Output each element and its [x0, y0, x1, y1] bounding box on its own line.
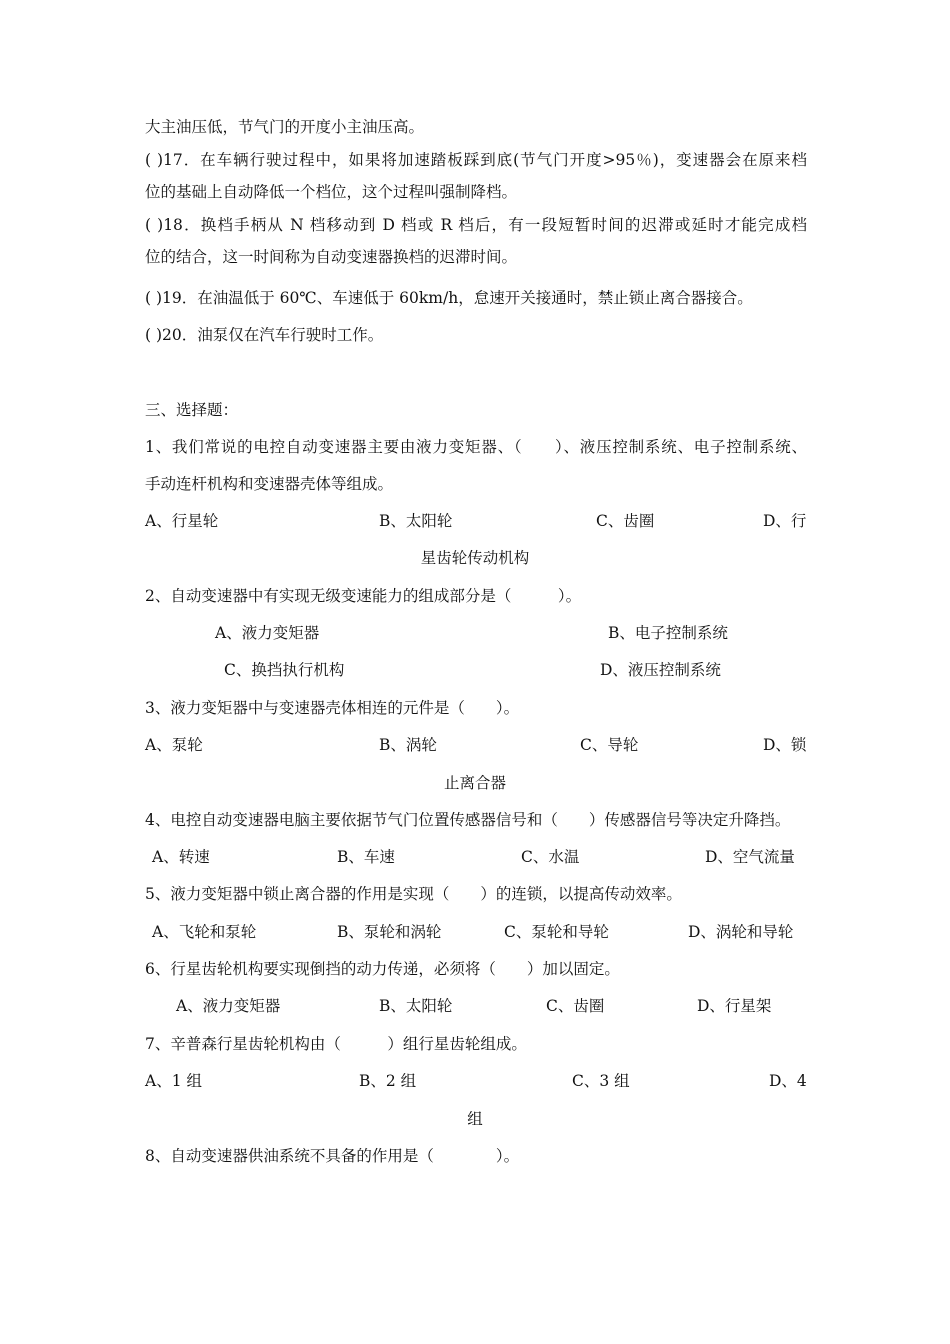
question-6-stem: 6、行星齿轮机构要实现倒挡的动力传递，必须将（ ）加以固定。	[145, 960, 620, 978]
question-1-stem-line-2: 手动连杆机构和变速器壳体等组成。	[145, 475, 394, 493]
question-5-option-a: A、飞轮和泵轮	[152, 923, 257, 941]
question-2-option-b: B、电子控制系统	[608, 624, 728, 642]
question-7-option-d-overflow: 组	[467, 1110, 483, 1128]
question-3-option-b: B、涡轮	[379, 736, 437, 754]
question-7-option-c: C、3 组	[572, 1072, 630, 1090]
question-4-option-d: D、空气流量	[705, 848, 795, 866]
question-4-option-a: A、转速	[152, 848, 210, 866]
question-7-option-b: B、2 组	[359, 1072, 417, 1090]
judgment-18-line-2: 位的结合，这一时间称为自动变速器换档的迟滞时间。	[145, 248, 518, 266]
question-1-option-b: B、太阳轮	[379, 512, 453, 530]
question-8-stem: 8、自动变速器供油系统不具备的作用是（ ）。	[145, 1147, 520, 1165]
judgment-20-line-1: ( )20．油泵仅在汽车行驶时工作。	[145, 326, 384, 344]
question-1-option-c: C、齿圈	[596, 512, 655, 530]
answer-bracket: ( )	[145, 289, 163, 307]
question-5-stem: 5、液力变矩器中锁止离合器的作用是实现（ ）的连锁，以提高传动效率。	[145, 885, 682, 903]
question-1-option-d: D、行	[763, 512, 807, 530]
section-title: 三、选择题：	[145, 401, 239, 419]
question-3-option-a: A、泵轮	[145, 736, 203, 754]
answer-bracket: ( )	[145, 216, 164, 234]
question-3-option-d-overflow: 止离合器	[443, 774, 506, 792]
judgment-17-line-2: 位的基础上自动降低一个档位，这个过程叫强制降档。	[145, 183, 518, 201]
question-4-stem: 4、电控自动变速器电脑主要依据节气门位置传感器信号和（ ）传感器信号等决定升降挡。	[145, 811, 791, 829]
question-6-option-d: D、行星架	[697, 997, 772, 1015]
judgment-17-line-1: ( )17．在车辆行驶过程中，如果将加速踏板踩到底(节气门开度>95％)，变速器会在原来档	[145, 151, 807, 169]
question-6-option-a: A、液力变矩器	[176, 997, 281, 1015]
question-5-option-b: B、泵轮和涡轮	[337, 923, 442, 941]
question-6-option-c: C、齿圈	[546, 997, 605, 1015]
question-4-option-b: B、车速	[337, 848, 395, 866]
answer-bracket: ( )	[145, 151, 163, 169]
judgment-19-line-1: ( )19．在油温低于 60℃、车速低于 60km/h，怠速开关接通时，禁止锁止离合器接合。	[145, 289, 753, 307]
judgment-18-line-1: ( )18．换档手柄从 N 档移动到 D 档或 R 档后，有一段短暂时间的迟滞或延时才能完成档	[145, 216, 807, 234]
question-5-option-c: C、泵轮和导轮	[504, 923, 609, 941]
question-3-option-c: C、导轮	[580, 736, 639, 754]
question-7-option-a: A、1 组	[145, 1072, 202, 1090]
question-1-stem-line-1: 1、我们常说的电控自动变速器主要由液力变矩器、（ ）、液压控制系统、电子控制系统、	[145, 438, 807, 456]
question-6-option-b: B、太阳轮	[379, 997, 453, 1015]
answer-bracket: ( )	[145, 326, 163, 344]
question-3-option-d: D、锁	[763, 736, 807, 754]
question-1-option-d-overflow: 星齿轮传动机构	[420, 549, 530, 567]
continuation-line: 大主油压低，节气门的开度小主油压高。	[145, 118, 425, 136]
question-2-option-d: D、液压控制系统	[600, 661, 721, 679]
question-5-option-d: D、涡轮和导轮	[688, 923, 794, 941]
question-3-stem: 3、液力变矩器中与变速器壳体相连的元件是（ ）。	[145, 699, 520, 717]
question-2-stem: 2、自动变速器中有实现无级变速能力的组成部分是（ ）。	[145, 587, 582, 605]
question-1-option-a: A、行星轮	[145, 512, 219, 530]
question-2-option-a: A、液力变矩器	[215, 624, 320, 642]
question-4-option-c: C、水温	[521, 848, 580, 866]
question-2-option-c: C、换挡执行机构	[224, 661, 345, 679]
question-7-stem: 7、辛普森行星齿轮机构由（ ）组行星齿轮组成。	[145, 1035, 527, 1053]
question-7-option-d: D、4	[769, 1072, 807, 1090]
